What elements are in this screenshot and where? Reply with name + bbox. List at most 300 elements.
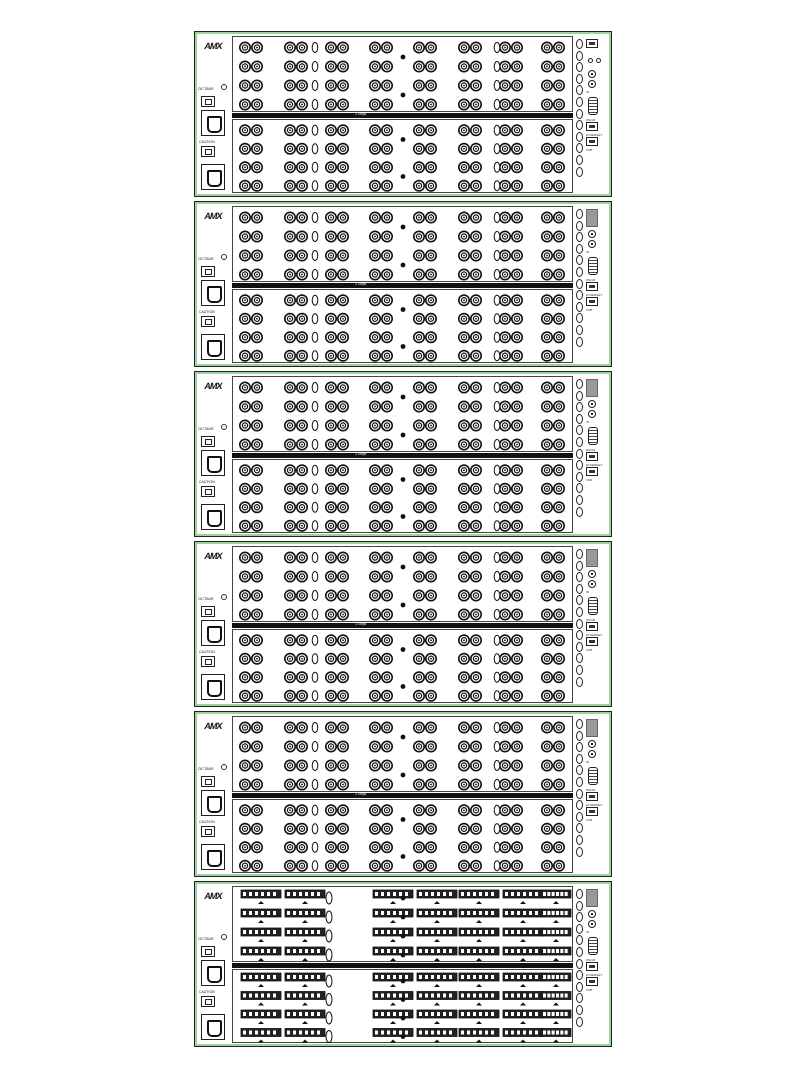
power-switch[interactable] xyxy=(201,826,215,837)
control-label: ETHERNET xyxy=(586,973,603,977)
rs232-port[interactable] xyxy=(588,767,598,785)
card-divider xyxy=(232,113,573,118)
indicator-oval xyxy=(576,947,583,957)
indicator-oval xyxy=(576,120,583,130)
control-panel xyxy=(576,35,608,193)
indicator-oval xyxy=(312,314,318,324)
control-label: USB xyxy=(586,818,593,822)
usb-port[interactable] xyxy=(586,297,598,306)
power-switch[interactable] xyxy=(201,996,215,1007)
indicator-oval xyxy=(326,949,332,961)
ethernet-port[interactable] xyxy=(586,622,598,631)
power-inlet[interactable] xyxy=(201,1014,225,1040)
left-panel xyxy=(197,714,229,874)
control-label: USB xyxy=(586,988,593,992)
indicator-oval xyxy=(312,861,318,871)
connector-grid xyxy=(233,460,574,534)
connector-grid xyxy=(233,290,574,364)
connector-grid xyxy=(233,120,574,194)
divider-dot xyxy=(401,735,406,740)
indicator-oval xyxy=(576,889,583,899)
power-switch[interactable] xyxy=(201,776,215,787)
divider-label: 1 Gbps xyxy=(355,112,367,116)
indicator-oval xyxy=(576,85,583,95)
divider-dot xyxy=(401,174,406,179)
terminal-arrow xyxy=(476,920,482,923)
status-led xyxy=(221,934,227,940)
indicator-oval xyxy=(576,653,583,663)
control-label: ETHERNET xyxy=(586,803,603,807)
indicator-oval xyxy=(494,654,500,664)
indicator-oval xyxy=(494,314,500,324)
indicator-oval xyxy=(494,723,500,733)
divider-dot xyxy=(401,953,406,958)
rack-unit xyxy=(194,711,612,877)
indicator-oval xyxy=(576,414,583,424)
control-label: IR xyxy=(586,760,589,764)
indicator-oval xyxy=(576,993,583,1003)
rack-unit xyxy=(194,881,612,1047)
power-switch[interactable] xyxy=(201,316,215,327)
indicator-oval xyxy=(576,39,583,49)
terminal-arrow xyxy=(520,901,526,904)
terminal-arrow xyxy=(553,958,559,961)
input-card-lower xyxy=(232,969,573,1043)
indicator-oval xyxy=(576,572,583,582)
power-switch[interactable] xyxy=(201,606,215,617)
indicator-column xyxy=(576,379,584,518)
rs232-port[interactable] xyxy=(588,97,598,115)
indicator-oval xyxy=(576,549,583,559)
input-card-upper xyxy=(232,546,573,622)
terminal-arrow xyxy=(476,939,482,942)
indicator-oval xyxy=(312,81,318,91)
power-inlet[interactable] xyxy=(201,674,225,700)
divider-dot xyxy=(401,395,406,400)
sync-connector[interactable] xyxy=(588,410,596,418)
indicator-oval xyxy=(312,213,318,223)
sync-connector[interactable] xyxy=(588,400,596,408)
power-inlet[interactable] xyxy=(201,110,225,136)
power-switch[interactable] xyxy=(201,146,215,157)
power-inlet[interactable] xyxy=(201,164,225,190)
indicator-oval xyxy=(494,421,500,431)
input-card-lower xyxy=(232,119,573,193)
indicator-oval xyxy=(494,572,500,582)
model-label: OCTAVE xyxy=(198,766,214,771)
indicator-oval xyxy=(576,167,583,177)
model-label: OCTAVE xyxy=(198,86,214,91)
power-switch[interactable] xyxy=(201,436,215,447)
indicator-oval xyxy=(312,440,318,450)
rs232-port[interactable] xyxy=(588,257,598,275)
terminal-arrow xyxy=(553,1003,559,1006)
indicator-oval xyxy=(312,723,318,733)
card-divider xyxy=(232,453,573,458)
indicator-oval xyxy=(494,232,500,242)
rs232-port[interactable] xyxy=(588,597,598,615)
connector-grid xyxy=(233,887,574,963)
terminal-arrow xyxy=(258,1003,264,1006)
terminal-arrow xyxy=(390,939,396,942)
indicator-oval xyxy=(312,521,318,531)
sync-connector[interactable] xyxy=(588,70,596,78)
sync-connector[interactable] xyxy=(588,580,596,588)
indicator-oval xyxy=(576,777,583,787)
indicator-oval xyxy=(494,805,500,815)
control-label: USB xyxy=(586,148,593,152)
control-ports xyxy=(586,549,606,652)
indicator-column xyxy=(576,549,584,688)
rack-unit xyxy=(194,541,612,707)
control-label: ETHERNET xyxy=(586,293,603,297)
status-led xyxy=(221,84,227,90)
indicator-oval xyxy=(494,440,500,450)
terminal-arrow xyxy=(258,958,264,961)
divider-label: 1 Gbps xyxy=(355,792,367,796)
ethernet-port[interactable] xyxy=(586,39,598,48)
divider-dot xyxy=(401,773,406,778)
terminal-arrow xyxy=(520,984,526,987)
ethernet-port[interactable] xyxy=(586,452,598,461)
input-card-upper xyxy=(232,886,573,962)
terminal-arrow xyxy=(520,958,526,961)
terminal-arrow xyxy=(302,920,308,923)
rack-unit xyxy=(194,31,612,197)
usb-port[interactable] xyxy=(586,637,598,646)
indicator-oval xyxy=(494,610,500,620)
terminal-arrow xyxy=(390,1021,396,1024)
model-label: OCTAVE xyxy=(198,936,214,941)
status-led xyxy=(221,764,227,770)
terminal-arrow xyxy=(434,958,440,961)
input-card-upper xyxy=(232,376,573,452)
status-led xyxy=(221,254,227,260)
sync-connector[interactable] xyxy=(588,80,596,88)
indicator-oval xyxy=(494,144,500,154)
terminal-arrow xyxy=(434,984,440,987)
indicator-oval xyxy=(576,754,583,764)
indicator-oval xyxy=(312,270,318,280)
left-panel xyxy=(197,34,229,194)
psu-label: CAUTION xyxy=(199,820,215,824)
divider-dot xyxy=(401,514,406,519)
indicator-oval xyxy=(326,911,332,923)
model-label: OCTAVE xyxy=(198,256,214,261)
dip-switch-block[interactable] xyxy=(586,209,598,227)
power-switch[interactable] xyxy=(201,486,215,497)
indicator-column xyxy=(576,209,584,348)
indicator-oval xyxy=(576,584,583,594)
connector-grid xyxy=(233,717,574,793)
indicator-oval xyxy=(576,507,583,517)
control-ports xyxy=(586,379,606,482)
connector-grid xyxy=(233,377,574,453)
control-ports xyxy=(586,209,606,312)
indicator-oval xyxy=(494,465,500,475)
indicator-oval xyxy=(576,789,583,799)
divider-dot xyxy=(401,55,406,60)
indicator-oval xyxy=(576,483,583,493)
power-switch[interactable] xyxy=(201,266,215,277)
sync-connector[interactable] xyxy=(588,750,596,758)
indicator-oval xyxy=(326,994,332,1006)
divider-dot xyxy=(401,896,406,901)
rs232-port[interactable] xyxy=(588,937,598,955)
indicator-oval xyxy=(494,591,500,601)
power-inlet[interactable] xyxy=(201,504,225,530)
card-divider xyxy=(232,623,573,628)
indicator-oval xyxy=(576,665,583,675)
indicator-oval xyxy=(576,244,583,254)
indicator-oval xyxy=(312,780,318,790)
ethernet-port[interactable] xyxy=(586,282,598,291)
terminal-arrow xyxy=(476,984,482,987)
indicator-oval xyxy=(326,1012,332,1024)
divider-dot xyxy=(401,565,406,570)
divider-dot xyxy=(401,137,406,142)
power-inlet[interactable] xyxy=(201,620,225,646)
terminal-arrow xyxy=(258,984,264,987)
indicator-oval xyxy=(576,74,583,84)
indicator-oval xyxy=(312,43,318,53)
connector-grid xyxy=(233,547,574,623)
divider-dot xyxy=(401,854,406,859)
terminal-arrow xyxy=(520,1003,526,1006)
control-panel xyxy=(576,545,608,703)
indicator-oval xyxy=(312,824,318,834)
indicator-oval xyxy=(576,595,583,605)
indicator-oval xyxy=(312,842,318,852)
power-inlet[interactable] xyxy=(201,790,225,816)
divider-dot xyxy=(401,817,406,822)
terminal-arrow xyxy=(520,1021,526,1024)
terminal-arrow xyxy=(553,984,559,987)
indicator-oval xyxy=(312,162,318,172)
indicator-oval xyxy=(576,1017,583,1027)
dip-switch-block[interactable] xyxy=(586,719,598,737)
indicator-oval xyxy=(576,982,583,992)
terminal-arrow xyxy=(258,920,264,923)
left-panel xyxy=(197,884,229,1044)
indicator-oval xyxy=(494,43,500,53)
terminal-arrow xyxy=(302,958,308,961)
control-label: RS232 xyxy=(586,448,596,452)
control-label: ETHERNET xyxy=(586,463,603,467)
indicator-oval xyxy=(494,251,500,261)
indicator-oval xyxy=(312,332,318,342)
indicator-oval xyxy=(576,449,583,459)
power-inlet[interactable] xyxy=(201,844,225,870)
power-switch[interactable] xyxy=(201,946,215,957)
indicator-oval xyxy=(494,100,500,110)
terminal-arrow xyxy=(302,1021,308,1024)
input-card-lower xyxy=(232,629,573,703)
indicator-oval xyxy=(576,255,583,265)
indicator-oval xyxy=(576,823,583,833)
divider-dot xyxy=(401,344,406,349)
control-panel xyxy=(576,715,608,873)
psu-label: CAUTION xyxy=(199,310,215,314)
terminal-arrow xyxy=(258,939,264,942)
usb-port[interactable] xyxy=(586,137,598,146)
indicator-oval xyxy=(576,924,583,934)
indicator-oval xyxy=(576,959,583,969)
indicator-oval xyxy=(576,607,583,617)
indicator-oval xyxy=(576,379,583,389)
indicator-oval xyxy=(494,635,500,645)
sync-connector[interactable] xyxy=(588,570,596,578)
brand-logo: AMX xyxy=(203,41,223,51)
indicator-oval xyxy=(576,935,583,945)
connector-grid xyxy=(233,800,574,874)
indicator-column xyxy=(576,39,584,178)
control-label: RS232 xyxy=(586,278,596,282)
indicator-oval xyxy=(312,654,318,664)
status-led xyxy=(221,424,227,430)
divider-dot xyxy=(401,477,406,482)
indicator-oval xyxy=(576,619,583,629)
indicator-oval xyxy=(312,295,318,305)
indicator-oval xyxy=(576,313,583,323)
indicator-oval xyxy=(312,761,318,771)
divider-dot xyxy=(401,93,406,98)
indicator-oval xyxy=(576,109,583,119)
terminal-arrow xyxy=(258,1021,264,1024)
divider-label: 1 Gbps xyxy=(355,282,367,286)
indicator-oval xyxy=(576,731,583,741)
power-inlet[interactable] xyxy=(201,960,225,986)
input-card-upper xyxy=(232,36,573,112)
indicator-oval xyxy=(576,677,583,687)
usb-port[interactable] xyxy=(586,807,598,816)
sync-connector[interactable] xyxy=(588,920,596,928)
divider-dot xyxy=(401,979,406,984)
power-inlet[interactable] xyxy=(201,334,225,360)
terminal-arrow xyxy=(520,920,526,923)
terminal-arrow xyxy=(553,1040,559,1043)
indicator-oval xyxy=(312,62,318,72)
divider-label: 1 Gbps xyxy=(355,452,367,456)
indicator-oval xyxy=(326,1031,332,1043)
status-led xyxy=(221,594,227,600)
terminal-arrow xyxy=(476,1040,482,1043)
dip-switch-block[interactable] xyxy=(586,379,598,397)
indicator-oval xyxy=(576,155,583,165)
indicator-oval xyxy=(576,402,583,412)
indicator-oval xyxy=(494,861,500,871)
indicator-oval xyxy=(312,232,318,242)
terminal-arrow xyxy=(434,939,440,942)
indicator-oval xyxy=(576,437,583,447)
terminal-arrow xyxy=(553,901,559,904)
indicator-oval xyxy=(576,143,583,153)
indicator-oval xyxy=(576,209,583,219)
rs232-port[interactable] xyxy=(588,427,598,445)
left-panel xyxy=(197,204,229,364)
indicator-oval xyxy=(576,232,583,242)
indicator-oval xyxy=(494,691,500,701)
left-panel xyxy=(197,544,229,704)
indicator-oval xyxy=(494,521,500,531)
rack-unit xyxy=(194,371,612,537)
terminal-arrow xyxy=(476,1003,482,1006)
power-inlet[interactable] xyxy=(201,450,225,476)
terminal-arrow xyxy=(258,901,264,904)
sync-connector[interactable] xyxy=(588,740,596,748)
indicator-oval xyxy=(312,635,318,645)
brand-logo: AMX xyxy=(203,381,223,391)
indicator-oval xyxy=(312,742,318,752)
psu-label: CAUTION xyxy=(199,990,215,994)
indicator-oval xyxy=(494,553,500,563)
indicator-oval xyxy=(312,125,318,135)
divider-dot xyxy=(401,1016,406,1021)
indicator-oval xyxy=(494,295,500,305)
psu-label: CAUTION xyxy=(199,480,215,484)
sync-connector[interactable] xyxy=(588,240,596,248)
indicator-oval xyxy=(494,125,500,135)
usb-port[interactable] xyxy=(586,467,598,476)
led-row xyxy=(586,50,606,68)
indicator-oval xyxy=(494,181,500,191)
indicator-oval xyxy=(312,402,318,412)
led-indicator xyxy=(596,58,601,63)
control-label: USB xyxy=(586,308,593,312)
sync-connector[interactable] xyxy=(588,230,596,238)
card-divider xyxy=(232,283,573,288)
terminal-arrow xyxy=(390,920,396,923)
divider-dot xyxy=(401,934,406,939)
indicator-oval xyxy=(494,824,500,834)
power-switch[interactable] xyxy=(201,96,215,107)
terminal-arrow xyxy=(553,1021,559,1024)
psu-label: CAUTION xyxy=(199,650,215,654)
ethernet-port[interactable] xyxy=(586,122,598,131)
indicator-oval xyxy=(312,465,318,475)
brand-logo: AMX xyxy=(203,721,223,731)
indicator-oval xyxy=(576,847,583,857)
usb-port[interactable] xyxy=(586,977,598,986)
indicator-oval xyxy=(312,144,318,154)
sync-connector[interactable] xyxy=(588,910,596,918)
control-label: RS232 xyxy=(586,618,596,622)
control-label: RS232 xyxy=(586,118,596,122)
indicator-oval xyxy=(494,213,500,223)
indicator-oval xyxy=(576,812,583,822)
indicator-oval xyxy=(326,892,332,904)
ethernet-port[interactable] xyxy=(586,792,598,801)
terminal-arrow xyxy=(520,939,526,942)
power-switch[interactable] xyxy=(201,656,215,667)
power-inlet[interactable] xyxy=(201,280,225,306)
divider-dot xyxy=(401,263,406,268)
indicator-oval xyxy=(576,495,583,505)
indicator-oval xyxy=(312,421,318,431)
indicator-oval xyxy=(576,279,583,289)
terminal-arrow xyxy=(520,1040,526,1043)
indicator-oval xyxy=(494,402,500,412)
dip-switch-block[interactable] xyxy=(586,889,598,907)
dip-switch-block[interactable] xyxy=(586,549,598,567)
terminal-arrow xyxy=(302,1040,308,1043)
ethernet-port[interactable] xyxy=(586,962,598,971)
indicator-oval xyxy=(494,672,500,682)
divider-dot xyxy=(401,915,406,920)
card-divider xyxy=(232,793,573,798)
indicator-oval xyxy=(576,742,583,752)
control-label: IR xyxy=(586,590,589,594)
